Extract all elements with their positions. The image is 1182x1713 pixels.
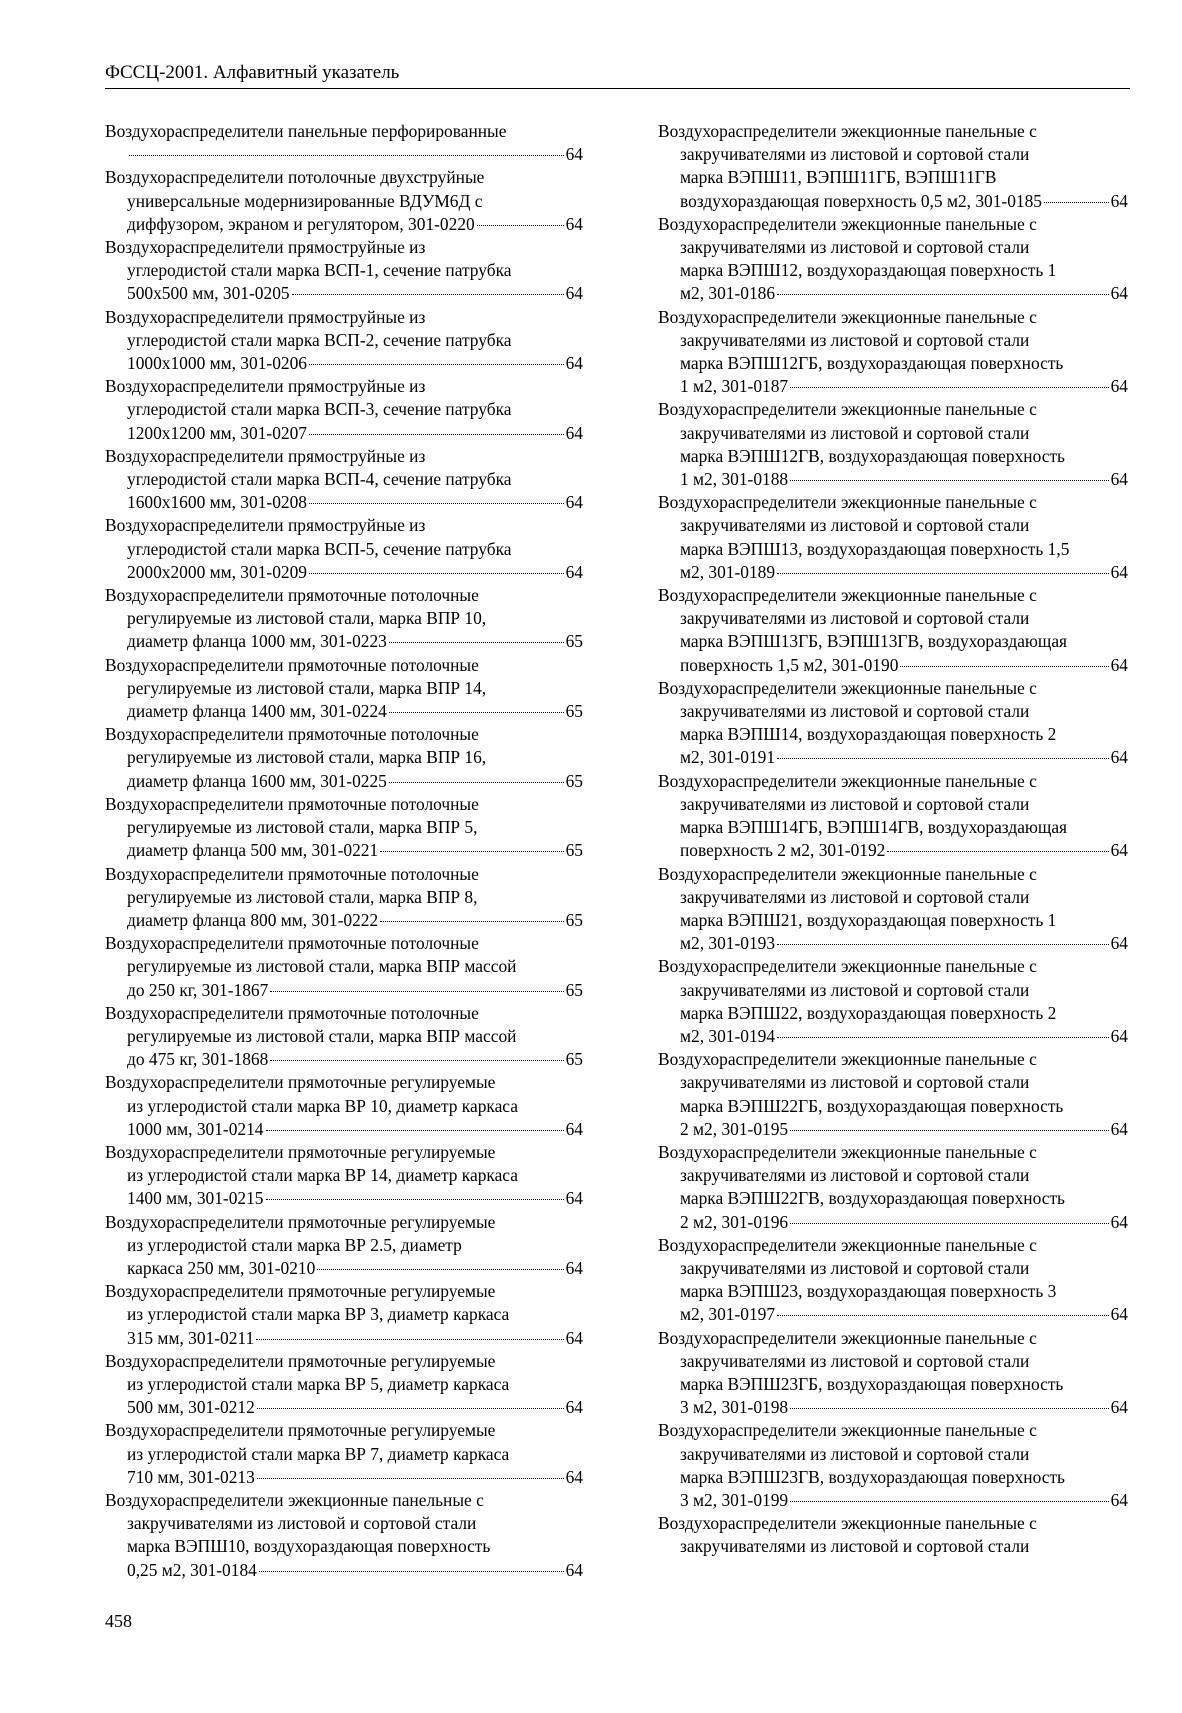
entry-reference: 1 м2, 301-0188 [680, 469, 789, 490]
entry-leader-line [127, 1257, 583, 1280]
entry-line: Воздухораспределители прямоточные потолочные [105, 793, 479, 814]
entry-leader-line [127, 630, 583, 653]
entry-page-number: 64 [1110, 1304, 1128, 1325]
dot-leader [777, 294, 1109, 295]
entry-leader-line [127, 491, 583, 514]
entry-line: регулируемые из листовой стали, марка ВПР 10, [127, 608, 487, 629]
index-entry [105, 1211, 583, 1281]
entry-line: Воздухораспределители прямоструйные из [105, 445, 426, 466]
index-entry [105, 932, 583, 1002]
entry-leader-line [680, 468, 1128, 491]
entry-page-number: 65 [565, 631, 583, 652]
entry-leader-line [127, 979, 583, 1002]
entry-page-number: 64 [565, 1257, 583, 1278]
entry-page-number: 64 [565, 1466, 583, 1487]
entry-line: углеродистой стали марка ВСП-5, сечение патрубка [127, 538, 512, 559]
dot-leader [777, 758, 1109, 759]
index-entry [658, 491, 1128, 584]
entry-page-number: 65 [565, 1049, 583, 1070]
entry-leader-line [127, 1327, 583, 1350]
entry-reference: 500х500 мм, 301-0205 [127, 283, 290, 304]
entry-line: Воздухораспределители эжекционные панельные с [658, 121, 1037, 141]
entry-line: Воздухораспределители прямоточные потолочные [105, 1002, 479, 1023]
dot-leader [380, 851, 563, 852]
entry-line: марка ВЭПШ12ГБ, воздухораздающая поверхность [680, 353, 1064, 374]
index-entry [658, 1048, 1128, 1141]
entry-leader-line [680, 1118, 1128, 1141]
index-entry [105, 1419, 583, 1489]
entry-page-number: 64 [565, 492, 583, 513]
index-entry [658, 1141, 1128, 1234]
entry-reference: до 475 кг, 301-1868 [127, 1049, 269, 1070]
dot-leader [777, 1037, 1109, 1038]
entry-line: Воздухораспределители эжекционные панельные с [658, 1513, 1037, 1534]
index-entry [658, 584, 1128, 677]
entry-leader-line [127, 700, 583, 723]
entry-page-number: 64 [1110, 283, 1128, 304]
entry-page-number: 64 [565, 1559, 583, 1580]
index-entry [105, 514, 583, 584]
entry-page-number: 64 [565, 353, 583, 374]
dot-leader [777, 1315, 1109, 1316]
entry-reference: 1 м2, 301-0187 [680, 376, 789, 397]
entry-reference: поверхность 1,5 м2, 301-0190 [680, 654, 899, 675]
page-header [105, 62, 1130, 89]
index-entry [105, 306, 583, 376]
entry-reference: 3 м2, 301-0199 [680, 1489, 789, 1510]
entry-page-number: 65 [565, 701, 583, 722]
entry-line: закручивателями из листовой и сортовой стали [680, 144, 1030, 165]
entry-line: Воздухораспределители прямоточные регулируемые [105, 1350, 496, 1371]
entry-line: Воздухораспределители прямоточные потолочные [105, 863, 479, 884]
dot-leader [389, 642, 564, 643]
entry-page-number: 64 [565, 1188, 583, 1209]
dot-leader [389, 712, 564, 713]
dot-leader [389, 782, 564, 783]
entry-page-number: 64 [1110, 469, 1128, 490]
dot-leader [259, 1571, 564, 1572]
dot-leader [292, 294, 564, 295]
dot-leader [256, 1339, 563, 1340]
entry-leader-line [680, 282, 1128, 305]
entry-line: Воздухораспределители прямоточные регулируемые [105, 1141, 496, 1162]
entry-leader-line [127, 143, 583, 166]
entry-line: из углеродистой стали марка ВР 10, диаметр каркаса [127, 1095, 518, 1116]
dot-leader [777, 944, 1109, 945]
entry-reference: диаметр фланца 1600 мм, 301-0225 [127, 770, 387, 791]
entry-reference: каркаса 250 мм, 301-0210 [127, 1257, 316, 1278]
entry-reference: диаметр фланца 1400 мм, 301-0224 [127, 701, 387, 722]
entry-line: Воздухораспределители эжекционные панельные с [658, 1141, 1037, 1162]
entry-line: из углеродистой стали марка ВР 5, диаметр каркаса [127, 1373, 510, 1394]
entry-leader-line [680, 746, 1128, 769]
index-entry [658, 120, 1128, 213]
entry-line: закручивателями из листовой и сортовой стали [680, 1165, 1030, 1186]
index-entry [105, 863, 583, 933]
dot-leader [266, 1130, 564, 1131]
entry-reference: м2, 301-0193 [680, 933, 776, 954]
entry-line: углеродистой стали марка ВСП-2, сечение патрубка [127, 329, 512, 350]
entry-line: Воздухораспределители эжекционные панельные с [658, 585, 1037, 606]
entry-leader-line [127, 1118, 583, 1141]
index-entry [105, 1350, 583, 1420]
dot-leader [477, 225, 564, 226]
entry-page-number: 64 [565, 561, 583, 582]
entry-reference: диаметр фланца 800 мм, 301-0222 [127, 909, 379, 930]
entry-page-number: 64 [1110, 561, 1128, 582]
entry-line: закручивателями из листовой и сортовой стали [680, 329, 1030, 350]
entry-line: марка ВЭПШ14, воздухораздающая поверхность 2 [680, 724, 1057, 745]
entry-line: марка ВЭПШ11, ВЭПШ11ГБ, ВЭПШ11ГВ [680, 167, 997, 188]
entry-leader-line [127, 1187, 583, 1210]
entry-page-number: 64 [565, 1327, 583, 1348]
entry-line: Воздухораспределители эжекционные панельные с [658, 1234, 1037, 1255]
entry-reference: поверхность 2 м2, 301-0192 [680, 840, 886, 861]
index-entry [658, 306, 1128, 399]
entry-leader-line [127, 1466, 583, 1489]
entry-line: регулируемые из листовой стали, марка ВПР 5, [127, 817, 478, 838]
dot-leader [380, 921, 563, 922]
dot-leader [309, 364, 564, 365]
entry-line: закручивателями из листовой и сортовой стали [680, 979, 1030, 1000]
entry-leader-line [127, 282, 583, 305]
entry-line: закручивателями из листовой и сортовой стали [680, 1257, 1030, 1278]
dot-leader [309, 434, 564, 435]
entry-line: марка ВЭПШ12, воздухораздающая поверхность 1 [680, 260, 1057, 281]
dot-leader [790, 387, 1109, 388]
dot-leader [309, 503, 564, 504]
index-entry [658, 1327, 1128, 1420]
dot-leader [790, 480, 1109, 481]
entry-reference: 2000х2000 мм, 301-0209 [127, 561, 307, 582]
entry-reference: 1600х1600 мм, 301-0208 [127, 492, 307, 513]
dot-leader [317, 1269, 563, 1270]
index-entry [658, 398, 1128, 491]
entry-line: регулируемые из листовой стали, марка ВПР массой [127, 956, 517, 977]
entry-line: универсальные модернизированные ВДУМ6Д с [127, 190, 483, 211]
entry-page-number: 64 [565, 1397, 583, 1418]
entry-line: закручивателями из листовой и сортовой стали [680, 1536, 1030, 1557]
entry-line: углеродистой стали марка ВСП-4, сечение патрубка [127, 469, 512, 490]
index-entry [105, 793, 583, 863]
entry-line: закручивателями из листовой и сортовой стали [680, 1350, 1030, 1371]
index-entry [105, 445, 583, 515]
entry-line: марка ВЭПШ22ГБ, воздухораздающая поверхность [680, 1095, 1064, 1116]
entry-line: Воздухораспределители панельные перфорированные [105, 121, 507, 141]
header-title: ФССЦ-2001. Алфавитный указатель [105, 62, 400, 83]
entry-line: Воздухораспределители прямоструйные из [105, 306, 426, 327]
entry-line: марка ВЭПШ10, воздухораздающая поверхность [127, 1536, 491, 1557]
entry-line: углеродистой стали марка ВСП-1, сечение патрубка [127, 260, 512, 281]
entry-page-number: 64 [1110, 190, 1128, 211]
index-entry [105, 1141, 583, 1211]
entry-line: Воздухораспределители прямоточные потолочные [105, 724, 479, 745]
index-entry [105, 1280, 583, 1350]
entry-line: закручивателями из листовой и сортовой стали [680, 1443, 1030, 1464]
entry-leader-line [680, 654, 1128, 677]
entry-line: закручивателями из листовой и сортовой стали [680, 1072, 1030, 1093]
entry-leader-line [680, 1211, 1128, 1234]
entry-reference: м2, 301-0194 [680, 1025, 776, 1046]
entry-line: марка ВЭПШ21, воздухораздающая поверхность 1 [680, 909, 1057, 930]
dot-leader [129, 155, 564, 156]
dot-leader [309, 573, 564, 574]
index-entry [105, 166, 583, 236]
index-entry [658, 770, 1128, 863]
entry-leader-line [127, 909, 583, 932]
entry-reference: м2, 301-0189 [680, 561, 776, 582]
entry-reference: воздухораздающая поверхность 0,5 м2, 301-0185 [680, 190, 1042, 211]
entry-line: закручивателями из листовой и сортовой стали [680, 608, 1030, 629]
entry-leader-line [680, 190, 1128, 213]
entry-line: Воздухораспределители эжекционные панельные с [658, 213, 1037, 234]
entry-page-number: 65 [565, 840, 583, 861]
entry-line: Воздухораспределители прямоструйные из [105, 376, 426, 397]
dot-leader [777, 573, 1109, 574]
index-entry [105, 723, 583, 793]
index-column-right [658, 120, 1128, 1559]
entry-line: марка ВЭПШ22, воздухораздающая поверхность 2 [680, 1002, 1057, 1023]
entry-leader-line [127, 839, 583, 862]
index-entry [658, 213, 1128, 306]
entry-line: Воздухораспределители прямоточные регулируемые [105, 1281, 496, 1302]
entry-line: марка ВЭПШ13ГБ, ВЭПШ13ГВ, воздухораздающая [680, 631, 1068, 652]
entry-reference: 1000х1000 мм, 301-0206 [127, 353, 307, 374]
entry-line: Воздухораспределители эжекционные панельные с [658, 677, 1037, 698]
entry-leader-line [127, 561, 583, 584]
entry-page-number: 64 [565, 283, 583, 304]
entry-line: Воздухораспределители эжекционные панельные с [658, 956, 1037, 977]
dot-leader [900, 666, 1108, 667]
entry-reference: м2, 301-0197 [680, 1304, 776, 1325]
index-entry [105, 1489, 583, 1582]
entry-line: закручивателями из листовой и сортовой стали [680, 422, 1030, 443]
dot-leader [257, 1408, 564, 1409]
entry-line: Воздухораспределители прямоструйные из [105, 237, 426, 258]
entry-reference: диаметр фланца 500 мм, 301-0221 [127, 840, 379, 861]
entry-reference: до 250 кг, 301-1867 [127, 979, 269, 1000]
entry-line: Воздухораспределители эжекционные панельные с [658, 1049, 1037, 1070]
index-entry [105, 584, 583, 654]
entry-reference: 1200х1200 мм, 301-0207 [127, 422, 307, 443]
dot-leader [887, 851, 1108, 852]
entry-line: Воздухораспределители прямоточные потолочные [105, 654, 479, 675]
entry-leader-line [680, 932, 1128, 955]
entry-line: регулируемые из листовой стали, марка ВПР массой [127, 1025, 517, 1046]
entry-line: закручивателями из листовой и сортовой стали [680, 793, 1030, 814]
entry-line: марка ВЭПШ23, воздухораздающая поверхность 3 [680, 1281, 1057, 1302]
entry-line: Воздухораспределители эжекционные панельные с [658, 1327, 1037, 1348]
entry-line: регулируемые из листовой стали, марка ВПР 14, [127, 677, 487, 698]
index-entry [658, 863, 1128, 956]
page-number: 458 [105, 1611, 132, 1631]
entry-reference: 2 м2, 301-0196 [680, 1211, 789, 1232]
index-entry [658, 1512, 1128, 1558]
entry-leader-line [127, 422, 583, 445]
entry-page-number: 64 [565, 422, 583, 443]
entry-reference: диаметр фланца 1000 мм, 301-0223 [127, 631, 387, 652]
entry-line: Воздухораспределители эжекционные панельные с [658, 770, 1037, 791]
entry-leader-line [680, 375, 1128, 398]
dot-leader [1044, 202, 1109, 203]
entry-line: закручивателями из листовой и сортовой стали [127, 1513, 477, 1534]
entry-reference: 315 мм, 301-0211 [127, 1327, 255, 1348]
entry-reference: 0,25 м2, 301-0184 [127, 1559, 257, 1580]
entry-line: марка ВЭПШ22ГВ, воздухораздающая поверхность [680, 1188, 1065, 1209]
entry-leader-line [680, 839, 1128, 862]
entry-page-number: 64 [565, 1118, 583, 1139]
entry-leader-line [127, 1396, 583, 1419]
dot-leader [266, 1199, 564, 1200]
index-entry [105, 654, 583, 724]
entry-page-number: 64 [1110, 1211, 1128, 1232]
entry-line: Воздухораспределители прямоструйные из [105, 515, 426, 536]
entry-line: из углеродистой стали марка ВР 7, диаметр каркаса [127, 1443, 510, 1464]
entry-line: закручивателями из листовой и сортовой стали [680, 237, 1030, 258]
entry-reference: 1000 мм, 301-0214 [127, 1118, 264, 1139]
index-entry [658, 677, 1128, 770]
entry-line: закручивателями из листовой и сортовой стали [680, 886, 1030, 907]
entry-leader-line [127, 770, 583, 793]
entry-reference: 2 м2, 301-0195 [680, 1118, 789, 1139]
entry-reference: 710 мм, 301-0213 [127, 1466, 255, 1487]
entry-line: закручивателями из листовой и сортовой стали [680, 701, 1030, 722]
entry-reference: 3 м2, 301-0198 [680, 1397, 789, 1418]
index-entry [105, 120, 583, 166]
entry-line: марка ВЭПШ14ГБ, ВЭПШ14ГВ, воздухораздающая [680, 817, 1068, 838]
dot-leader [270, 1060, 563, 1061]
index-entry [105, 1002, 583, 1072]
index-entry [105, 375, 583, 445]
entry-leader-line [680, 1303, 1128, 1326]
entry-line: марка ВЭПШ23ГБ, воздухораздающая поверхность [680, 1373, 1064, 1394]
entry-line: Воздухораспределители прямоточные потолочные [105, 933, 479, 954]
dot-leader [790, 1130, 1109, 1131]
entry-line: Воздухораспределители потолочные двухструйные [105, 167, 485, 188]
index-column-left [105, 120, 583, 1582]
index-entry [105, 1071, 583, 1141]
entry-leader-line [680, 1025, 1128, 1048]
entry-reference: 1400 мм, 301-0215 [127, 1188, 264, 1209]
entry-line: из углеродистой стали марка ВР 14, диаметр каркаса [127, 1165, 518, 1186]
entry-page-number: 64 [1110, 840, 1128, 861]
entry-leader-line [680, 1396, 1128, 1419]
entry-line: закручивателями из листовой и сортовой стали [680, 515, 1030, 536]
entry-line: Воздухораспределители эжекционные панельные с [105, 1489, 484, 1510]
dot-leader [790, 1501, 1109, 1502]
index-entry [105, 236, 583, 306]
entry-page-number: 64 [565, 213, 583, 234]
index-entry [658, 1419, 1128, 1512]
index-entry [658, 955, 1128, 1048]
entry-line: Воздухораспределители эжекционные панельные с [658, 306, 1037, 327]
dot-leader [270, 991, 563, 992]
entry-line: Воздухораспределители эжекционные панельные с [658, 863, 1037, 884]
entry-page-number: 64 [1110, 1025, 1128, 1046]
entry-page-number: 64 [1110, 747, 1128, 768]
entry-line: углеродистой стали марка ВСП-3, сечение патрубка [127, 399, 512, 420]
entry-reference: м2, 301-0191 [680, 747, 776, 768]
entry-page-number: 64 [1110, 1397, 1128, 1418]
entry-line: Воздухораспределители эжекционные панельные с [658, 1420, 1037, 1441]
entry-reference: 500 мм, 301-0212 [127, 1397, 255, 1418]
entry-line: из углеродистой стали марка ВР 3, диаметр каркаса [127, 1304, 510, 1325]
entry-line: Воздухораспределители прямоточные потолочные [105, 585, 479, 606]
entry-line: марка ВЭПШ13, воздухораздающая поверхность 1,5 [680, 538, 1070, 559]
entry-line: регулируемые из листовой стали, марка ВПР 16, [127, 747, 487, 768]
entry-page-number: 64 [1110, 376, 1128, 397]
entry-line: Воздухораспределители прямоточные регулируемые [105, 1420, 496, 1441]
entry-line: регулируемые из листовой стали, марка ВПР 8, [127, 886, 478, 907]
index-entry [658, 1234, 1128, 1327]
dot-leader [257, 1478, 564, 1479]
entry-leader-line [127, 1559, 583, 1582]
entry-line: Воздухораспределители прямоточные регулируемые [105, 1072, 496, 1093]
entry-reference: м2, 301-0186 [680, 283, 776, 304]
entry-page-number: 64 [1110, 933, 1128, 954]
entry-leader-line [680, 561, 1128, 584]
entry-page-number: 64 [1110, 654, 1128, 675]
entry-line: марка ВЭПШ23ГВ, воздухораздающая поверхность [680, 1466, 1065, 1487]
entry-line: марка ВЭПШ12ГВ, воздухораздающая поверхность [680, 445, 1065, 466]
entry-leader-line [127, 213, 583, 236]
entry-line: Воздухораспределители эжекционные панельные с [658, 492, 1037, 513]
entry-page-number: 64 [1110, 1118, 1128, 1139]
entry-page-number: 64 [565, 144, 583, 165]
entry-leader-line [127, 1048, 583, 1071]
entry-leader-line [680, 1489, 1128, 1512]
entry-leader-line [127, 352, 583, 375]
entry-page-number: 65 [565, 909, 583, 930]
entry-line: Воздухораспределители прямоточные регулируемые [105, 1211, 496, 1232]
entry-line: Воздухораспределители эжекционные панельные с [658, 399, 1037, 420]
dot-leader [790, 1408, 1109, 1409]
entry-page-number: 65 [565, 770, 583, 791]
entry-reference: диффузором, экраном и регулятором, 301-0220 [127, 213, 475, 234]
entry-page-number: 64 [1110, 1489, 1128, 1510]
entry-line: из углеродистой стали марка ВР 2.5, диаметр [127, 1234, 462, 1255]
entry-page-number: 65 [565, 979, 583, 1000]
dot-leader [790, 1223, 1109, 1224]
